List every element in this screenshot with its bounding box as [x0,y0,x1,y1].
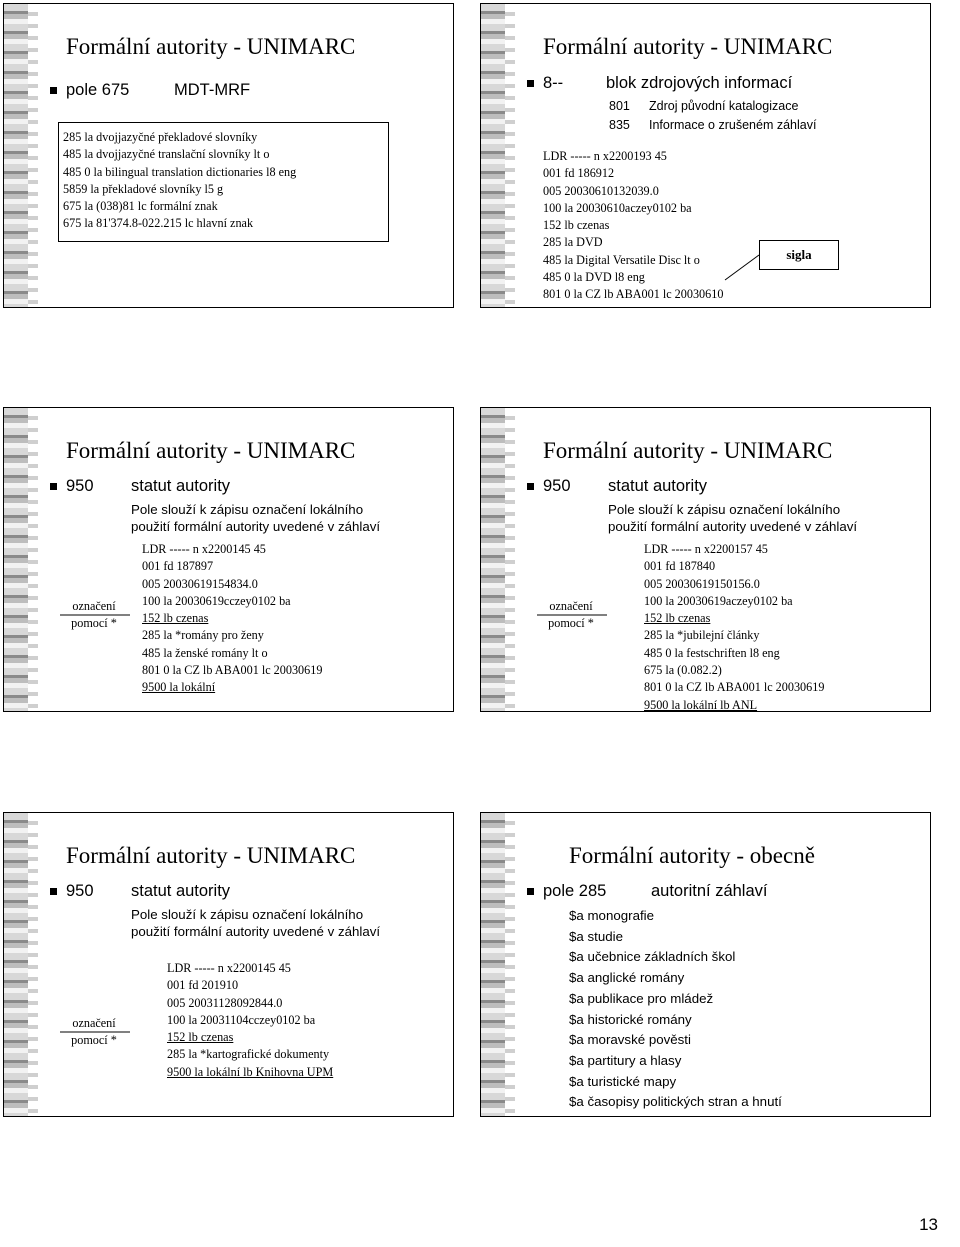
bullet-text: autoritní záhlaví [651,882,768,900]
bullet-code: 950 [66,882,94,900]
slide-6 [480,812,931,1117]
list-item: $a historické romány [569,1011,692,1027]
slide-title: Formální autority - UNIMARC [543,34,833,59]
slide-title: Formální autority - UNIMARC [66,843,356,868]
record-line: 9500 la lokální [142,680,216,695]
description-line: Pole slouží k zápisu označení lokálního [608,502,841,517]
bullet-heading [543,882,606,901]
record-line: 675 la (0.082.2) [644,663,722,678]
slide-1 [3,3,454,308]
bullet-text: statut autority [131,882,231,900]
slide-title: Formální autority - UNIMARC [66,34,356,59]
bullet-code: pole 675 [66,81,130,99]
page-number: 13 [919,1215,938,1234]
record-line: 152 lb czenas [142,611,209,626]
filmstrip-decoration [481,813,515,1116]
record-line: 485 la Digital Versatile Disc lt o [543,252,700,267]
list-item: $a časopisy politických stran a hnutí [569,1094,782,1110]
marker-line: pomocí * [71,616,117,631]
callout-box [759,240,839,270]
slide-2 [480,3,931,308]
sub-item-text: Zdroj původní katalogizace [649,99,799,113]
filmstrip-decoration [4,4,38,307]
bullet-text: statut autority [608,477,708,495]
record-line: 005 20030619154834.0 [142,576,258,591]
marker-line: pomocí * [548,616,594,631]
record-line: 675 la 81'374.8-022.215 lc hlavní znak [63,216,254,231]
record-line: 801 0 la CZ lb ABA001 lc 20030610 [543,287,724,302]
description-line: použití formální autority uvedené v záhlaví [131,519,381,534]
record-line: 485 0 la festschriften l8 eng [644,645,780,660]
record-block [142,541,322,697]
slide-title: Formální autority - obecně [569,843,815,868]
marker-line: označení [72,599,116,613]
record-line: 285 la dvojjazyčné překladové slovníky [63,130,258,144]
record-line: 001 fd 186912 [543,166,615,181]
description-line: Pole slouží k zápisu označení lokálního [131,502,364,517]
record-line: 285 la *jubilejní články [644,628,760,643]
record-line: 152 lb czenas [543,218,610,233]
list-item: $a turistické mapy [569,1073,677,1089]
bullet-code: pole 285 [543,882,607,900]
slide-title: Formální autority - UNIMARC [66,438,356,463]
record-line: 801 0 la CZ lb ABA001 lc 20030619 [644,680,825,695]
record-line: 485 0 la DVD l8 eng [543,270,645,285]
slide-3 [3,407,454,712]
record-line: 152 lb czenas [644,611,711,626]
record-line: 100 la 20030619cczey0102 ba [142,593,291,608]
sub-item-text: Informace o zrušeném záhlaví [649,118,817,132]
record-line: 285 la *kartografické dokumenty [167,1047,330,1062]
marker-line: označení [549,599,593,613]
slide-4 [480,407,931,712]
record-line: 9500 la lokální lb Knihovna UPM [167,1064,334,1079]
bullet-code: 950 [66,477,94,495]
list-item: $a moravské pověsti [569,1032,691,1048]
record-line: 285 la DVD [543,235,603,250]
record-line: 485 0 la bilingual translation dictionaries l8 eng [63,164,297,179]
list-item: $a anglické romány [569,970,685,986]
record-line: 001 fd 201910 [167,978,239,993]
record-line: LDR ----- n x2200193 45 [543,149,667,163]
marker-line: pomocí * [71,1033,117,1048]
description-line: Pole slouží k zápisu označení lokálního [131,907,364,922]
record-line: 152 lb czenas [167,1030,234,1045]
slide-5 [3,812,454,1117]
record-line: 485 la ženské romány lt o [142,645,268,660]
record-line: 005 20030610132039.0 [543,183,659,198]
record-line: 485 la dvojjazyčné translační slovníky lt o [63,147,270,162]
bullet-heading [66,81,129,100]
record-line: 005 20030619150156.0 [644,576,760,591]
list-item: $a publikace pro mládež [569,990,714,1006]
bullet-code: 8-- [543,74,564,92]
record-block [644,541,824,712]
record-line: 5859 la překladové slovníky l5 g [63,181,224,196]
record-line: 005 20031128092844.0 [167,995,283,1010]
bullet-text: MDT-MRF [174,81,251,99]
record-line: LDR ----- n x2200145 45 [142,542,266,556]
bullet-text: blok zdrojových informací [606,74,793,92]
record-line: 100 la 20030619aczey0102 ba [644,593,793,608]
record-line: 9500 la lokální lb ANL [644,697,758,712]
bullet-text: statut autority [131,477,231,495]
list-item: $a partitury a hlasy [569,1052,682,1068]
description-line: použití formální autority uvedené v záhlaví [131,924,381,939]
record-line: 100 la 20031104cczey0102 ba [167,1012,316,1027]
slide-title: Formální autority - UNIMARC [543,438,833,463]
record-line: 801 0 la CZ lb ABA001 lc 20030619 [142,663,323,678]
list-item: $a učebnice základních škol [569,949,736,965]
record-line: LDR ----- n x2200157 45 [644,542,768,556]
sub-item-code: 801 [609,99,630,113]
record-line: 100 la 20030610aczey0102 ba [543,200,692,215]
list-item: $a studie [569,928,623,944]
list-item: $a monografie [569,908,655,923]
heading-list [569,906,782,1113]
record-line: 001 fd 187897 [142,559,214,574]
description-line: použití formální autority uvedené v záhlaví [608,519,858,534]
record-line: 675 la (038)81 lc formální znak [63,199,218,214]
record-line: 001 fd 187840 [644,559,716,574]
bullet-code: 950 [543,477,571,495]
callout-label: sigla [786,247,812,262]
callout-connector [481,4,931,308]
marker-line: označení [72,1016,116,1030]
record-line: 285 la *romány pro ženy [142,628,264,643]
record-block [167,960,333,1081]
record-box [58,122,389,242]
sub-item-code: 835 [609,118,630,132]
record-line: LDR ----- n x2200145 45 [167,961,291,975]
